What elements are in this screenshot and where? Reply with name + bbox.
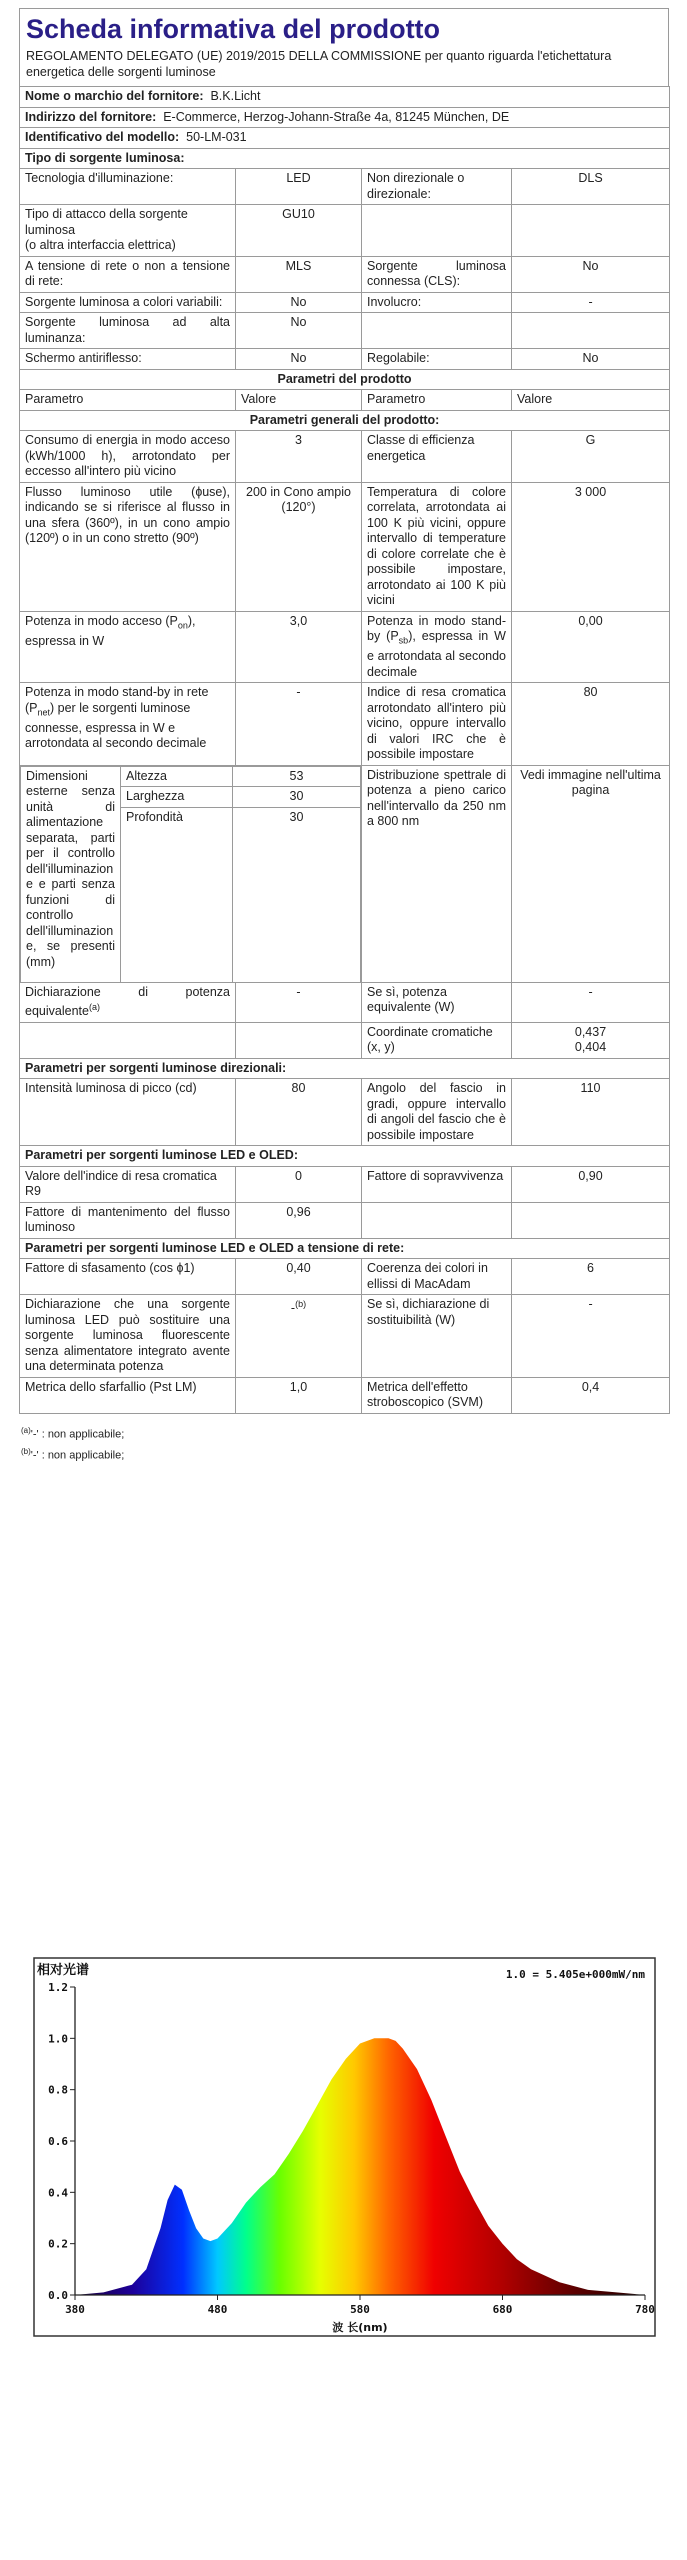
spectral-distribution-value: Vedi immagine nell'ultima pagina — [512, 765, 670, 982]
dimensions-label: Dimensioni esterne senza unità di alimentazione separata, parti per il controllo dell'illuminazione e parti senza funzioni di controllo dell'illuminazione, se presenti (mm) — [21, 766, 121, 982]
led-heading-row — [20, 1146, 670, 1167]
regulation-text: REGOLAMENTO DELEGATO (UE) 2019/2015 DELLA COMMISSIONE per quanto riguarda l'etichettatura energetica delle sorgenti luminose — [26, 49, 612, 79]
replacement-watt-label: Se sì, dichiarazione di sostituibilità (W) — [362, 1295, 512, 1378]
equivalent-power-value: - — [236, 982, 362, 1022]
anti-glare-row — [20, 349, 670, 370]
peak-intensity-value: 80 — [236, 1079, 362, 1146]
colour-tuneable-label: Sorgente luminosa a colori variabili: — [20, 292, 236, 313]
footnotes — [19, 1422, 669, 1465]
y-tick-label: 0.8 — [48, 2083, 68, 2097]
luminous-flux-label: Flusso luminoso utile (ɸuse), indicando se si riferisce al flusso in una sfera (360º), in un cono ampio (120º) o in un cono stretto (90º) — [20, 482, 236, 611]
y-tick-label: 1.2 — [48, 1981, 68, 1994]
flicker-value: 1,0 — [236, 1377, 362, 1413]
anti-glare-label: Schermo antiriflesso: — [20, 349, 236, 370]
lumen-maintenance-label: Fattore di mantenimento del flusso luminoso — [20, 1202, 236, 1238]
x-tick-label: 380 — [65, 2303, 85, 2316]
on-mode-power-row — [20, 611, 670, 683]
envelope-label: Involucro: — [362, 292, 512, 313]
x-tick-label: 680 — [492, 2303, 513, 2316]
model-identifier-label: Identificativo del modello: — [25, 130, 180, 144]
colour-rendering-index-label: Indice di resa cromatica arrotondato all'intero più vicino, oppure intervallo di valori IRC che è possibile impostare — [362, 683, 512, 766]
model-identifier-value: 50-LM-031 — [186, 130, 247, 144]
cap-type-sublabel: (o altra interfaccia elettrica) — [25, 238, 176, 252]
r9-label: Valore dell'indice di resa cromatica R9 — [20, 1166, 236, 1202]
chart-title: 相对光谱 — [37, 1963, 90, 1978]
supplier-name-value: B.K.Licht — [210, 89, 261, 103]
equivalent-watt-value: - — [512, 982, 670, 1022]
networked-standby-row — [20, 683, 670, 766]
power-factor-row — [20, 1259, 670, 1295]
replacement-row — [20, 1295, 670, 1378]
product-parameters-heading-row — [20, 369, 670, 390]
lighting-technology-value: LED — [236, 169, 362, 205]
light-source-type-heading: Tipo di sorgente luminosa: — [20, 148, 670, 169]
beam-angle-label: Angolo del fascio in gradi, oppure intervallo di angoli del fascio che è possibile impostare — [362, 1079, 512, 1146]
colour-tuneable-value: No — [236, 292, 362, 313]
equivalent-power-row — [20, 982, 670, 1022]
replacement-label: Dichiarazione che una sorgente luminosa LED può sostituire una sorgente luminosa fluorescente senza alimentatore integrato avente una determinata potenza — [20, 1295, 236, 1378]
y-tick-label: 1.0 — [48, 2032, 68, 2046]
networked-standby-label: Potenza in modo stand-by in rete $(P_{net})$ per le sorgenti luminose connesse, espressa in W e arrotondata al secondo decimale — [20, 683, 236, 766]
chromaticity-label: Coordinate cromatiche (x, y) — [362, 1022, 512, 1058]
light-source-type-heading-row — [20, 148, 670, 169]
lighting-technology-label: Tecnologia d'illuminazione: — [20, 169, 236, 205]
cap-type-value: GU10 — [236, 205, 362, 257]
luminous-flux-row — [20, 482, 670, 611]
led-mains-heading-row — [20, 1238, 670, 1259]
flicker-label: Metrica dello sfarfallio (Pst LM) — [20, 1377, 236, 1413]
dimmable-value: No — [512, 349, 670, 370]
dimensions-table — [20, 766, 361, 982]
standby-power-label: Potenza in modo stand-by $(P_{sb})$, espressa in W e arrotondata al secondo decimale — [362, 611, 512, 683]
supplier-address-row — [20, 107, 670, 128]
lighting-technology-row — [20, 169, 670, 205]
energy-class-label: Classe di efficienza energetica — [362, 431, 512, 483]
macadam-label: Coerenza dei colori in ellissi di MacAdam — [362, 1259, 512, 1295]
colour-rendering-index-value: 80 — [512, 683, 670, 766]
supplier-address-label: Indirizzo del fornitore: — [25, 109, 157, 124]
stroboscopic-value: 0,4 — [512, 1377, 670, 1413]
lumen-maintenance-value: 0,96 — [236, 1202, 362, 1238]
led-mains-heading: Parametri per sorgenti luminose LED e OLED a tensione di rete: — [20, 1238, 670, 1259]
model-identifier-row — [20, 128, 670, 149]
width-value: 30 — [233, 787, 361, 808]
directional-value: DLS — [512, 169, 670, 205]
chromaticity-row — [20, 1022, 670, 1058]
on-mode-power-value: 3,0 — [236, 611, 362, 683]
high-luminance-label: Sorgente luminosa ad alta luminanza: — [20, 313, 236, 349]
macadam-value: 6 — [512, 1259, 670, 1295]
luminous-flux-value: 200 in Cono ampio (120°) — [236, 482, 362, 611]
equivalent-power-label: Dichiarazione di potenza equivalente$^{(a)}$ — [20, 982, 236, 1022]
r9-row — [20, 1166, 670, 1202]
replacement-watt-value: - — [512, 1295, 670, 1378]
cap-type-row — [20, 205, 670, 257]
cap-type-label: Tipo di attacco della sorgente luminosa — [25, 207, 188, 237]
column-header-value: Valore — [236, 390, 362, 411]
standby-power-value: 0,00 — [512, 611, 670, 683]
directional-heading-row — [20, 1058, 670, 1079]
depth-value: 30 — [233, 807, 361, 982]
x-axis-label: 波 长(nm) — [332, 2321, 388, 2334]
energy-consumption-value: 3 — [236, 431, 362, 483]
column-header-value-2: Valore — [512, 390, 670, 411]
page-title: Scheda informativa del prodotto — [26, 14, 441, 44]
supplier-name-label: Nome o marchio del fornitore: — [25, 89, 204, 103]
energy-consumption-row — [20, 431, 670, 483]
colour-temperature-value: 3 000 — [512, 482, 670, 611]
lumen-maintenance-row — [20, 1202, 670, 1238]
chromaticity-value: 0,437 0,404 — [512, 1022, 670, 1058]
flicker-row — [20, 1377, 670, 1413]
product-parameters-heading: Parametri del prodotto — [20, 369, 670, 390]
depth-label: Profondità — [121, 807, 233, 982]
dimmable-label: Regolabile: — [362, 349, 512, 370]
connected-light-source-value: No — [512, 256, 670, 292]
footnote-b: $^{(b)}$'-' : non applicabile; — [21, 1447, 125, 1462]
anti-glare-value: No — [236, 349, 362, 370]
colour-temperature-label: Temperatura di colore correlata, arrotondata ai 100 K più vicini, oppure intervallo di temperature di colore correlate che è possibile impostare, arrotondato ai 100 K più vicini — [362, 482, 512, 611]
dimensions-row — [20, 765, 670, 982]
directional-heading: Parametri per sorgenti luminose direzionali: — [20, 1058, 670, 1079]
supplier-name-row — [20, 87, 670, 108]
footnote-a: $^{(a)}$'-' : non applicabile; — [21, 1425, 125, 1441]
x-tick-label: 780 — [635, 2303, 655, 2316]
connected-light-source-label: Sorgente luminosa connessa (CLS): — [362, 256, 512, 292]
stroboscopic-label: Metrica dell'effetto stroboscopico (SVM) — [362, 1377, 512, 1413]
mains-row — [20, 256, 670, 292]
spectral-distribution-label: Distribuzione spettrale di potenza a pieno carico nell'intervallo da 250 nm a 800 nm — [362, 765, 512, 982]
high-luminance-row — [20, 313, 670, 349]
x-tick-label: 580 — [350, 2303, 370, 2316]
peak-intensity-row — [20, 1079, 670, 1146]
width-label: Larghezza — [121, 787, 233, 808]
replacement-value: -$^{(b)}$ — [236, 1295, 362, 1378]
envelope-value: - — [512, 292, 670, 313]
beam-angle-value: 110 — [512, 1079, 670, 1146]
chart-scale-note: 1.0 = 5.405e+000mW/nm — [505, 1968, 645, 1981]
colour-tuneable-row — [20, 292, 670, 313]
mains-label: A tensione di rete o non a tensione di rete: — [20, 256, 236, 292]
spectral-distribution-chart — [33, 1957, 656, 2337]
column-header-row — [20, 390, 670, 411]
product-information-sheet — [19, 8, 669, 1465]
height-value: 53 — [233, 766, 361, 787]
networked-standby-value: - — [236, 683, 362, 766]
y-tick-label: 0.6 — [48, 2135, 68, 2148]
power-factor-label: Fattore di sfasamento (cos ϕ1) — [20, 1259, 236, 1295]
general-parameters-heading: Parametri generali del prodotto: — [20, 410, 670, 431]
supplier-address-value: E-Commerce, Herzog-Johann-Straße 4a, 81245 München, DE — [163, 109, 510, 124]
y-tick-label: 0.0 — [48, 2289, 68, 2302]
energy-class-value: G — [512, 431, 670, 483]
peak-intensity-label: Intensità luminosa di picco (cd) — [20, 1079, 236, 1146]
on-mode-power-label: Potenza in modo acceso $(P_{on})$, espressa in W — [20, 611, 236, 683]
survival-factor-value: 0,90 — [512, 1166, 670, 1202]
general-parameters-heading-row — [20, 410, 670, 431]
directional-label: Non direzionale o direzionale: — [362, 169, 512, 205]
mains-value: MLS — [236, 256, 362, 292]
power-factor-value: 0,40 — [236, 1259, 362, 1295]
x-tick-label: 480 — [207, 2303, 228, 2316]
energy-consumption-label: Consumo di energia in modo acceso (kWh/1000 h), arrotondato per eccesso all'intero più vicino — [20, 431, 236, 483]
led-heading: Parametri per sorgenti luminose LED e OLED: — [20, 1146, 670, 1167]
y-tick-label: 0.4 — [48, 2186, 68, 2200]
equivalent-watt-label: Se sì, potenza equivalente (W) — [362, 982, 512, 1022]
r9-value: 0 — [236, 1166, 362, 1202]
y-tick-label: 0.2 — [48, 2237, 68, 2251]
high-luminance-value: No — [236, 313, 362, 349]
column-header-parameter-2: Parametro — [362, 390, 512, 411]
column-header-parameter: Parametro — [20, 390, 236, 411]
survival-factor-label: Fattore di sopravvivenza — [362, 1166, 512, 1202]
product-data-table — [19, 86, 670, 1414]
height-label: Altezza — [121, 766, 233, 787]
sheet-header — [19, 8, 669, 86]
